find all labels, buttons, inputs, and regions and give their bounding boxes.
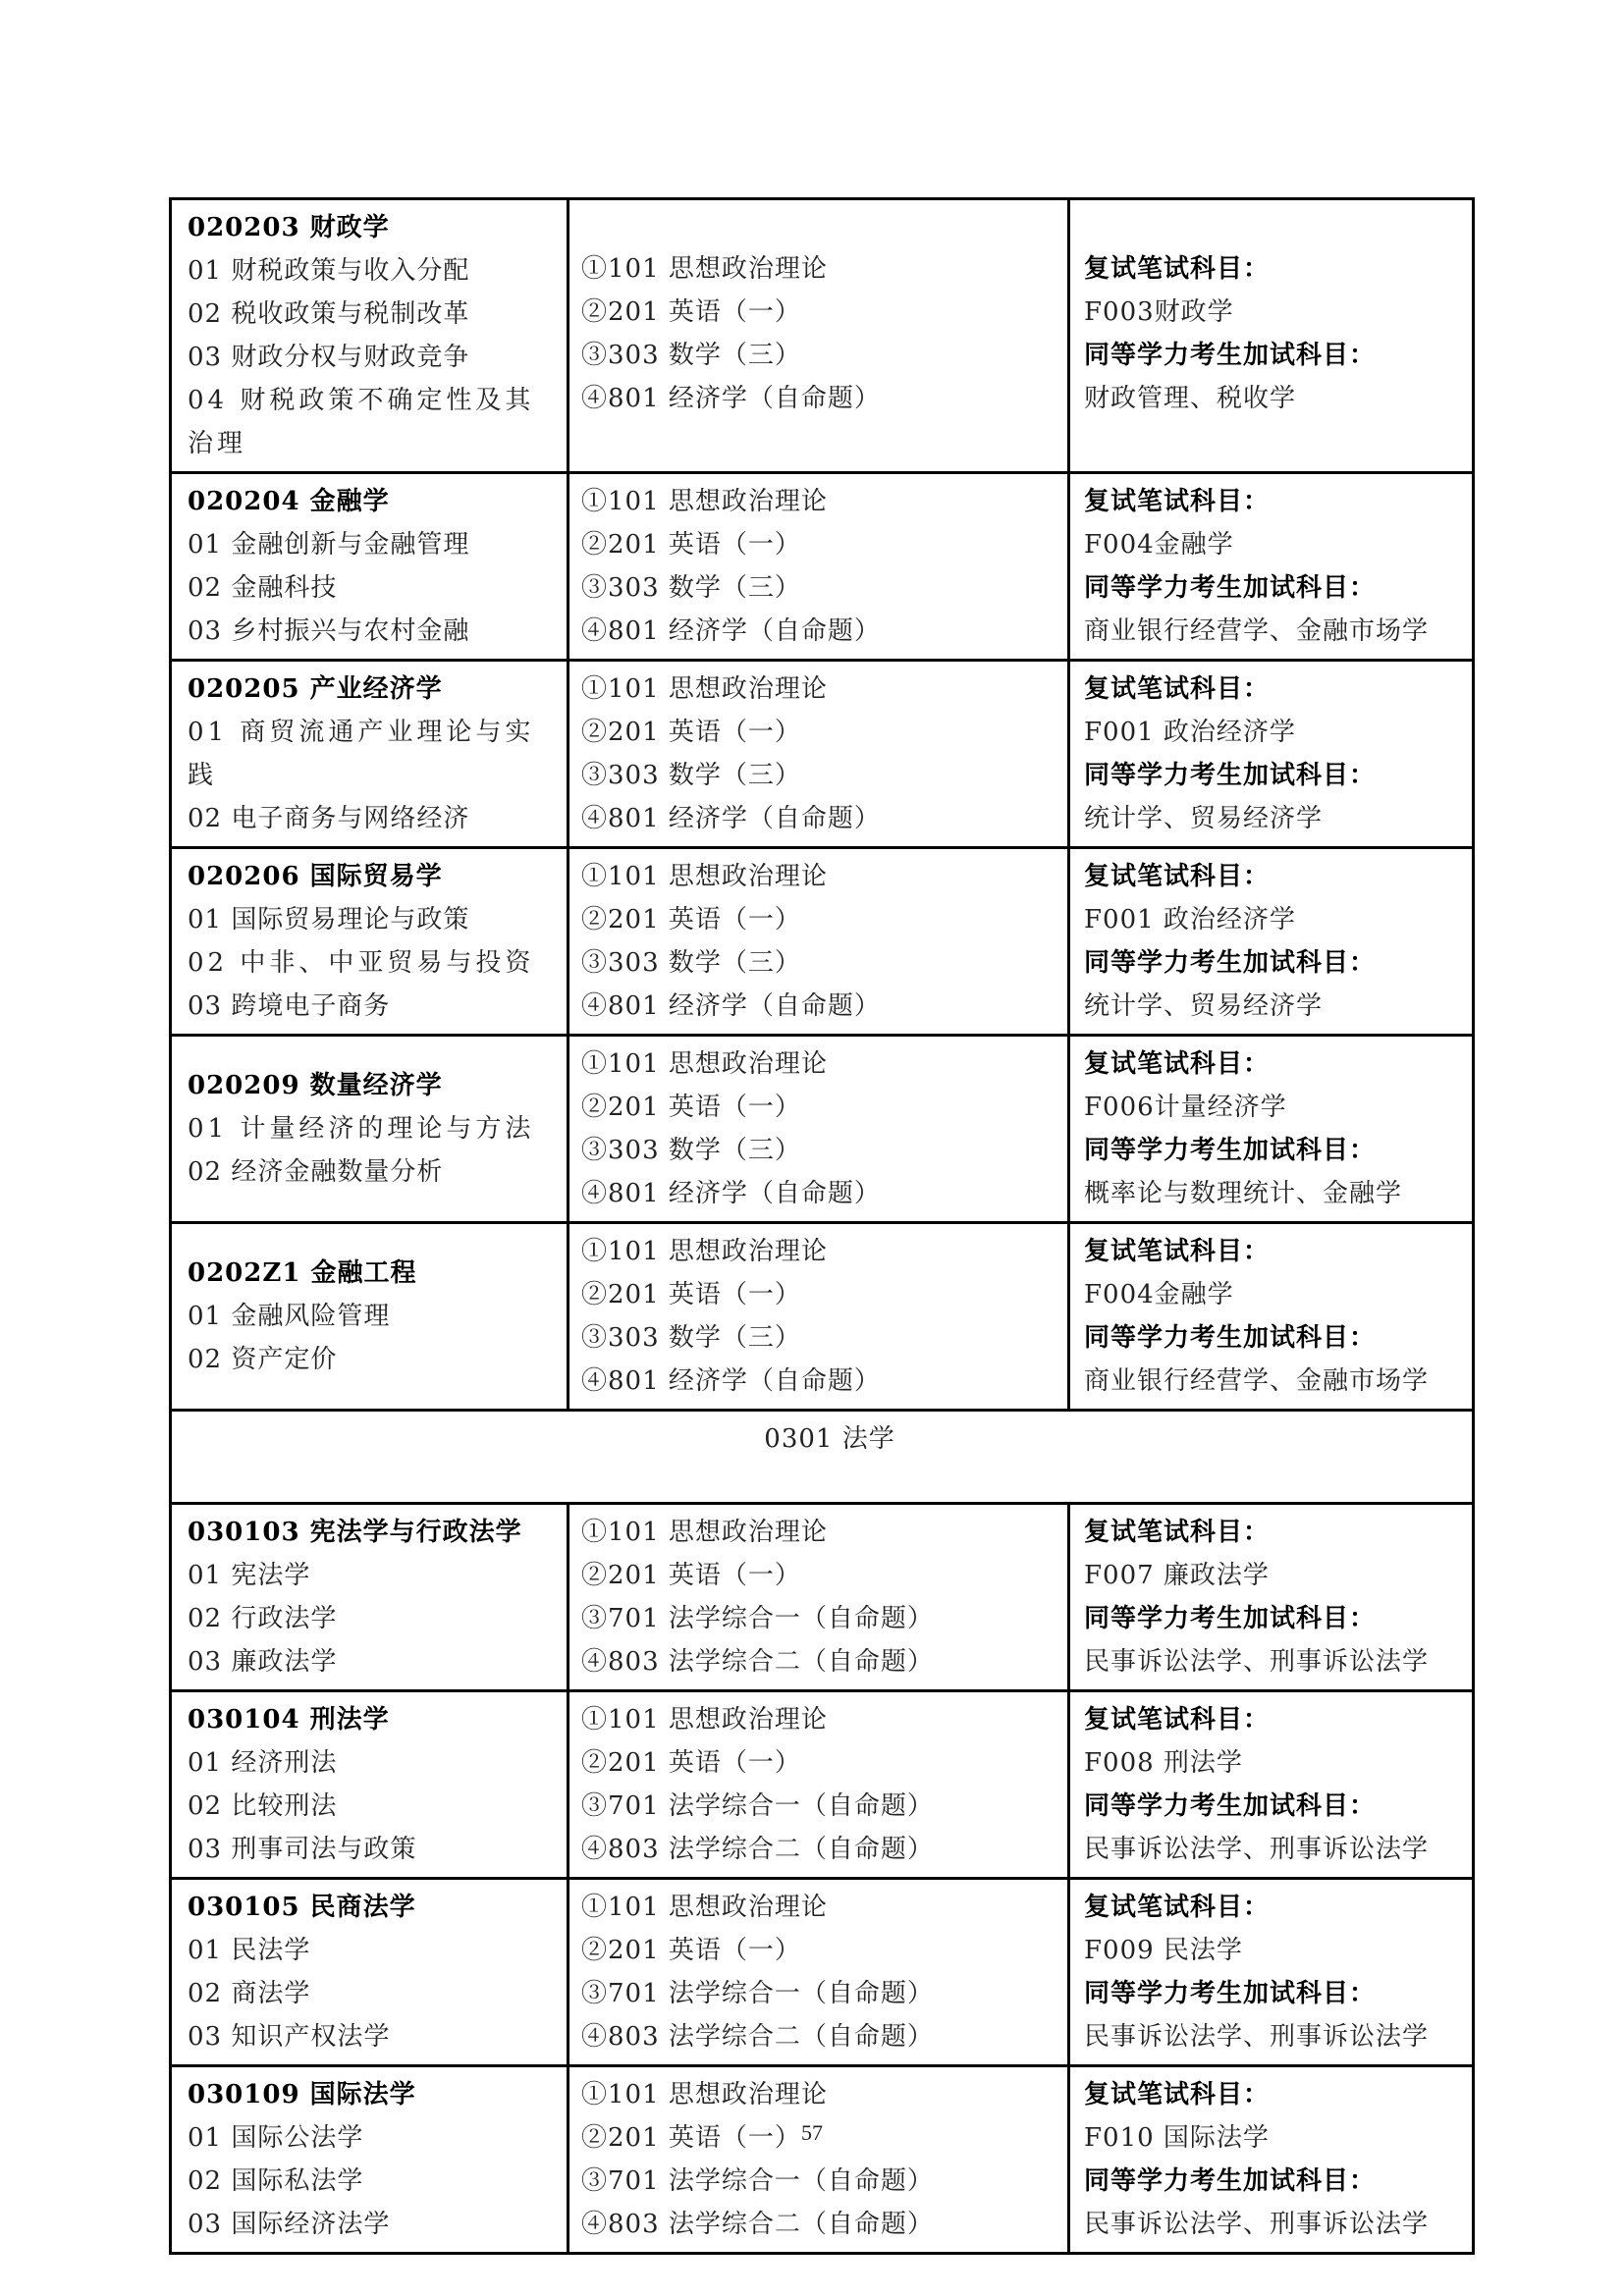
retest-written-subject: F009 民法学 bbox=[1084, 1936, 1243, 1965]
retest-written-label: 复试笔试科目： bbox=[1084, 1237, 1271, 1266]
retest-written-label: 复试笔试科目： bbox=[1084, 862, 1271, 891]
section-title: 0301 法学 bbox=[171, 1411, 1474, 1504]
research-direction: 03 知识产权法学 bbox=[188, 2022, 391, 2052]
major-title: 030103 宪法学与行政法学 bbox=[188, 1518, 522, 1547]
extra-exam-subjects: 商业银行经营学、金融市场学 bbox=[1084, 1366, 1430, 1396]
program-table bbox=[169, 197, 1475, 2255]
exam-subject: ②201 英语（一） bbox=[581, 2123, 801, 2153]
major-cell bbox=[171, 2066, 568, 2254]
research-direction: 01 财税政策与收入分配 bbox=[188, 256, 470, 286]
major-title: 030105 民商法学 bbox=[188, 1893, 416, 1922]
exam-subjects-cell bbox=[568, 473, 1069, 661]
research-direction: 02 税收政策与税制改革 bbox=[188, 299, 470, 329]
exam-subject: ④803 法学综合二（自命题） bbox=[581, 1835, 934, 1864]
exam-subject: ①101 思想政治理论 bbox=[581, 862, 828, 891]
major-title: 030104 刑法学 bbox=[188, 1705, 390, 1735]
major-cell bbox=[171, 199, 568, 473]
major-title: 030109 国际法学 bbox=[188, 2080, 416, 2109]
retest-written-subject: F007 廉政法学 bbox=[1084, 1561, 1270, 1590]
exam-subject: ①101 思想政治理论 bbox=[581, 1893, 828, 1922]
exam-subjects-cell bbox=[568, 1691, 1069, 1879]
exam-subject: ②201 英语（一） bbox=[581, 718, 801, 747]
retest-written-label: 复试笔试科目： bbox=[1084, 1705, 1271, 1735]
research-direction: 03 廉政法学 bbox=[188, 1647, 338, 1677]
exam-subject: ④803 法学综合二（自命题） bbox=[581, 1647, 934, 1677]
major-row bbox=[171, 473, 1474, 661]
retest-cell bbox=[1069, 199, 1474, 473]
exam-subject: ①101 思想政治理论 bbox=[581, 487, 828, 516]
research-direction: 03 乡村振兴与农村金融 bbox=[188, 616, 470, 646]
research-direction: 02 行政法学 bbox=[188, 1604, 338, 1633]
exam-subject: ②201 英语（一） bbox=[581, 1748, 801, 1778]
major-row bbox=[171, 661, 1474, 848]
major-row bbox=[171, 1691, 1474, 1879]
research-direction: 02 国际私法学 bbox=[188, 2166, 364, 2196]
retest-cell bbox=[1069, 1036, 1474, 1223]
exam-subjects-cell bbox=[568, 848, 1069, 1036]
extra-exam-label: 同等学力考生加试科目： bbox=[1084, 1979, 1377, 2008]
exam-subject: ②201 英语（一） bbox=[581, 905, 801, 934]
exam-subject: ②201 英语（一） bbox=[581, 530, 801, 560]
research-direction: 02 中非、中亚贸易与投资 bbox=[188, 948, 535, 978]
extra-exam-subjects: 财政管理、税收学 bbox=[1084, 384, 1297, 413]
major-row bbox=[171, 848, 1474, 1036]
research-direction: 01 经济刑法 bbox=[188, 1748, 338, 1778]
retest-written-subject: F004金融学 bbox=[1084, 530, 1234, 560]
retest-written-label: 复试笔试科目： bbox=[1084, 1893, 1271, 1922]
retest-written-label: 复试笔试科目： bbox=[1084, 487, 1271, 516]
retest-written-subject: F006计量经济学 bbox=[1084, 1093, 1287, 1122]
retest-written-subject: F008 刑法学 bbox=[1084, 1748, 1243, 1778]
major-cell bbox=[171, 1504, 568, 1691]
extra-exam-label: 同等学力考生加试科目： bbox=[1084, 1323, 1377, 1353]
exam-subjects-cell bbox=[568, 661, 1069, 848]
exam-subject: ②201 英语（一） bbox=[581, 1093, 801, 1122]
exam-subject: ③303 数学（三） bbox=[581, 573, 801, 603]
exam-subject: ④803 法学综合二（自命题） bbox=[581, 2210, 934, 2239]
section-header-row bbox=[171, 1411, 1474, 1504]
exam-subject: ③303 数学（三） bbox=[581, 1136, 801, 1165]
retest-cell bbox=[1069, 1223, 1474, 1411]
exam-subject: ①101 思想政治理论 bbox=[581, 1237, 828, 1266]
exam-subject: ③303 数学（三） bbox=[581, 341, 801, 370]
major-title: 020206 国际贸易学 bbox=[188, 862, 443, 891]
research-direction: 01 计量经济的理论与方法 bbox=[188, 1114, 535, 1144]
exam-subject: ③701 法学综合一（自命题） bbox=[581, 1791, 934, 1821]
research-direction: 02 比较刑法 bbox=[188, 1791, 338, 1821]
major-row bbox=[171, 1036, 1474, 1223]
extra-exam-label: 同等学力考生加试科目： bbox=[1084, 2166, 1377, 2196]
extra-exam-subjects: 商业银行经营学、金融市场学 bbox=[1084, 616, 1430, 646]
exam-subjects-cell bbox=[568, 199, 1069, 473]
retest-written-subject: F001 政治经济学 bbox=[1084, 718, 1296, 747]
extra-exam-subjects: 统计学、贸易经济学 bbox=[1084, 804, 1324, 833]
retest-cell bbox=[1069, 1879, 1474, 2066]
extra-exam-label: 同等学力考生加试科目： bbox=[1084, 1604, 1377, 1633]
exam-subject: ④801 经济学（自命题） bbox=[581, 991, 881, 1021]
exam-subjects-cell bbox=[568, 1879, 1069, 2066]
research-direction: 02 金融科技 bbox=[188, 573, 338, 603]
exam-subject: ①101 思想政治理论 bbox=[581, 674, 828, 704]
research-direction: 02 商法学 bbox=[188, 1979, 311, 2008]
extra-exam-subjects: 概率论与数理统计、金融学 bbox=[1084, 1179, 1403, 1208]
extra-exam-subjects: 统计学、贸易经济学 bbox=[1084, 991, 1324, 1021]
exam-subject: ④803 法学综合二（自命题） bbox=[581, 2022, 934, 2052]
exam-subject: ①101 思想政治理论 bbox=[581, 1049, 828, 1079]
research-direction: 03 跨境电子商务 bbox=[188, 991, 391, 1021]
exam-subject: ②201 英语（一） bbox=[581, 1936, 801, 1965]
retest-cell bbox=[1069, 1504, 1474, 1691]
research-direction: 01 金融风险管理 bbox=[188, 1302, 391, 1331]
major-cell bbox=[171, 1691, 568, 1879]
extra-exam-label: 同等学力考生加试科目： bbox=[1084, 761, 1377, 790]
research-direction: 02 经济金融数量分析 bbox=[188, 1157, 444, 1187]
major-row bbox=[171, 1223, 1474, 1411]
research-direction: 01 国际贸易理论与政策 bbox=[188, 905, 470, 934]
exam-subject: ②201 英语（一） bbox=[581, 1280, 801, 1309]
major-title: 020203 财政学 bbox=[188, 213, 390, 242]
retest-written-subject: F003财政学 bbox=[1084, 297, 1234, 327]
retest-written-subject: F010 国际法学 bbox=[1084, 2123, 1270, 2153]
major-title: 020209 数量经济学 bbox=[188, 1071, 443, 1100]
major-title: 020205 产业经济学 bbox=[188, 674, 443, 704]
exam-subject: ①101 思想政治理论 bbox=[581, 254, 828, 284]
extra-exam-label: 同等学力考生加试科目： bbox=[1084, 1136, 1377, 1165]
extra-exam-label: 同等学力考生加试科目： bbox=[1084, 573, 1377, 603]
major-row bbox=[171, 1879, 1474, 2066]
exam-subject: ④801 经济学（自命题） bbox=[581, 616, 881, 646]
retest-written-subject: F004金融学 bbox=[1084, 1280, 1234, 1309]
extra-exam-label: 同等学力考生加试科目： bbox=[1084, 1791, 1377, 1821]
exam-subject: ③303 数学（三） bbox=[581, 948, 801, 978]
retest-written-label: 复试笔试科目： bbox=[1084, 2080, 1271, 2109]
research-direction: 03 财政分权与财政竞争 bbox=[188, 343, 470, 372]
exam-subject: ④801 经济学（自命题） bbox=[581, 804, 881, 833]
extra-exam-subjects: 民事诉讼法学、刑事诉讼法学 bbox=[1084, 1647, 1430, 1677]
major-title: 020204 金融学 bbox=[188, 487, 390, 516]
extra-exam-label: 同等学力考生加试科目： bbox=[1084, 341, 1377, 370]
retest-cell bbox=[1069, 848, 1474, 1036]
research-direction: 03 刑事司法与政策 bbox=[188, 1835, 417, 1864]
research-direction: 01 宪法学 bbox=[188, 1561, 311, 1590]
retest-cell bbox=[1069, 661, 1474, 848]
retest-written-label: 复试笔试科目： bbox=[1084, 1049, 1271, 1079]
extra-exam-subjects: 民事诉讼法学、刑事诉讼法学 bbox=[1084, 2210, 1430, 2239]
exam-subjects-cell bbox=[568, 1036, 1069, 1223]
major-cell bbox=[171, 1879, 568, 2066]
exam-subjects-cell bbox=[568, 1223, 1069, 1411]
extra-exam-subjects: 民事诉讼法学、刑事诉讼法学 bbox=[1084, 2022, 1430, 2052]
research-direction: 04 财税政策不确定性及其治理 bbox=[188, 386, 535, 458]
exam-subject: ①101 思想政治理论 bbox=[581, 1705, 828, 1735]
major-row bbox=[171, 2066, 1474, 2254]
research-direction: 01 国际公法学 bbox=[188, 2123, 364, 2153]
research-direction: 01 金融创新与金融管理 bbox=[188, 530, 470, 560]
exam-subject: ②201 英语（一） bbox=[581, 1561, 801, 1590]
extra-exam-label: 同等学力考生加试科目： bbox=[1084, 948, 1377, 978]
retest-cell bbox=[1069, 473, 1474, 661]
retest-cell bbox=[1069, 2066, 1474, 2254]
major-row bbox=[171, 1504, 1474, 1691]
major-cell bbox=[171, 1036, 568, 1223]
retest-written-subject: F001 政治经济学 bbox=[1084, 905, 1296, 934]
research-direction: 02 资产定价 bbox=[188, 1345, 338, 1374]
extra-exam-subjects: 民事诉讼法学、刑事诉讼法学 bbox=[1084, 1835, 1430, 1864]
research-direction: 03 国际经济法学 bbox=[188, 2210, 391, 2239]
research-direction: 02 电子商务与网络经济 bbox=[188, 804, 470, 833]
major-cell bbox=[171, 1223, 568, 1411]
exam-subject: ②201 英语（一） bbox=[581, 297, 801, 327]
exam-subject: ③701 法学综合一（自命题） bbox=[581, 2166, 934, 2196]
major-cell bbox=[171, 661, 568, 848]
retest-cell bbox=[1069, 1691, 1474, 1879]
exam-subject: ④801 经济学（自命题） bbox=[581, 1179, 881, 1208]
exam-subjects-cell bbox=[568, 2066, 1069, 2254]
major-row bbox=[171, 199, 1474, 473]
exam-subject: ①101 思想政治理论 bbox=[581, 1518, 828, 1547]
exam-subject: ③303 数学（三） bbox=[581, 761, 801, 790]
exam-subject: ③701 法学综合一（自命题） bbox=[581, 1979, 934, 2008]
major-title: 0202Z1 金融工程 bbox=[188, 1258, 417, 1288]
exam-subject: ③303 数学（三） bbox=[581, 1323, 801, 1353]
page-number: 57 bbox=[801, 2120, 823, 2145]
exam-subjects-cell bbox=[568, 1504, 1069, 1691]
research-direction: 01 商贸流通产业理论与实践 bbox=[188, 718, 535, 790]
exam-subject: ③701 法学综合一（自命题） bbox=[581, 1604, 934, 1633]
major-cell bbox=[171, 473, 568, 661]
retest-written-label: 复试笔试科目： bbox=[1084, 674, 1271, 704]
exam-subject: ④801 经济学（自命题） bbox=[581, 1366, 881, 1396]
exam-subject: ④801 经济学（自命题） bbox=[581, 384, 881, 413]
program-table-body bbox=[171, 199, 1474, 2254]
major-cell bbox=[171, 848, 568, 1036]
research-direction: 01 民法学 bbox=[188, 1936, 311, 1965]
retest-written-label: 复试笔试科目： bbox=[1084, 1518, 1271, 1547]
exam-subject: ①101 思想政治理论 bbox=[581, 2080, 828, 2109]
retest-written-label: 复试笔试科目： bbox=[1084, 254, 1271, 284]
